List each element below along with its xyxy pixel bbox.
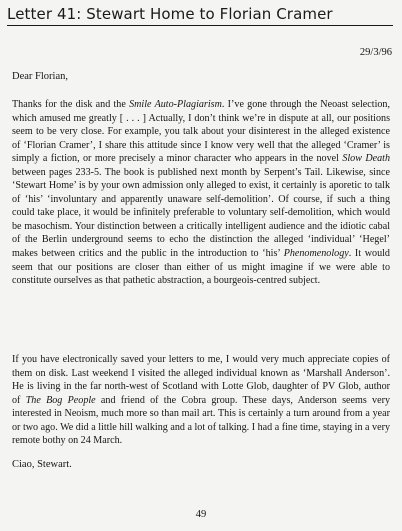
paragraph-1 (12, 98, 390, 288)
italic-title: Phenomenology (283, 248, 349, 260)
italic-title: Smile Auto-Plagiarism (129, 99, 222, 110)
text-run: If you have electronically saved your letters to me, I would very much appreciate copies of them on disk. Last weekend I visited the alleged individual known as ‘Marshall Anderson’. He is living in the far north-west of Scotland with Lotte Glob, daughter of PV Glob, author of (12, 354, 390, 406)
italic-title: The Bog People (25, 394, 96, 406)
text-run: Thanks for the disk and the (12, 99, 130, 110)
text-run: between pages 233-5. The book is published next month by Serpent’s Tail. Likewise, since ‘Stewart Home’ is by your own admission only alleged to exist, it certainly is aporetic to talk of ‘his’ ‘involuntary and apparently unaware self-demolition’. Of course, if such a thing could take place, it would be infinitely preferable to voluntary self-demolition, which would be masochism. Your distinction between a critically intelligent audience and the idiotic cabal of the Berlin underground seems to echo the distinction the alleged ‘individual’ ‘Hegel’ makes between critics and the public in the introduction to ‘his’ (12, 166, 390, 260)
paragraph-2 (12, 353, 390, 448)
text-run: . I’ve gone through the Neoast selection, which amused me greatly [ . . . ] Actually, I don’t think we’re in dispute at all, our positions seem to be very close. For example, you talk about your disinterest in the alleged existence of ‘Florian Cramer’, I share this attitude since I know very well that the alleged ‘Cramer’ is simply a fiction, or more precisely a minor character who appears in the novel (12, 99, 390, 165)
page-header (7, 5, 393, 26)
letter-date: 29/3/96 (359, 47, 392, 58)
letter-title: Letter 41: Stewart Home to Florian Cramer (7, 5, 333, 23)
text-run: and friend of the Cobra group. These days, Anderson seems very interested in Neoism, much more so than mail art. This is certainly a turn around from a year or two ago. We did a little hill walking and a lot of talking. I had a fine time, staying in a very remote bothy on 24 March. (12, 394, 390, 447)
page-number: 49 (195, 509, 207, 520)
signoff: Ciao, Stewart. (12, 459, 72, 470)
italic-title: Slow Death (342, 153, 391, 165)
salutation: Dear Florian, (12, 71, 68, 82)
text-run: . It would seem that our positions are closer than either of us might imagine if we were able to constitute ourselves as that pathetic abstraction, a bourgeois-centred subject. (12, 248, 390, 287)
